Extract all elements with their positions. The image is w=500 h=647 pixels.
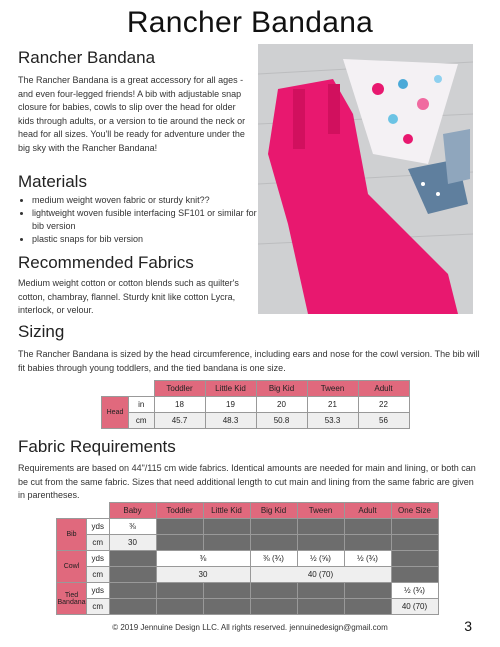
- column-header: Big Kid: [250, 503, 297, 519]
- row-header: Head: [102, 397, 129, 429]
- materials-list: [18, 194, 257, 246]
- fabrics-heading: Recommended Fabrics: [18, 253, 194, 272]
- column-header: Tween: [297, 503, 344, 519]
- column-header: Toddler: [154, 381, 205, 397]
- column-header: Tween: [307, 381, 358, 397]
- materials-item: • plastic snaps for bib version: [32, 233, 257, 246]
- table-cell: ⅜ (¾): [250, 551, 297, 567]
- intro-text: The Rancher Bandana is a great accessory for all ages - and even four-legged friends! A bib with adjustable snap closure for babies, cowls to slip over the head for older kids through adults, or a version to tie around the neck or head for all sizes. You'll be ready for adventure under the big sky with the Rancher Bandana!: [18, 75, 246, 153]
- product-photo-illustration: [258, 44, 473, 314]
- table-row: [102, 381, 410, 397]
- row-header-cowl: Cowl: [57, 551, 87, 583]
- table-cell: 53.3: [307, 413, 358, 429]
- column-header: Little Kid: [203, 503, 250, 519]
- row-header-bib: Bib: [57, 519, 87, 551]
- table-cell: 21: [307, 397, 358, 413]
- unit-cell: yds: [87, 583, 110, 599]
- table-cell: 30: [156, 567, 250, 583]
- column-header: Adult: [358, 381, 409, 397]
- table-row: [57, 599, 439, 615]
- column-header: Little Kid: [205, 381, 256, 397]
- sizing-heading: Sizing: [18, 322, 65, 341]
- table-cell: ⅜: [156, 551, 250, 567]
- sizing-table: [101, 380, 410, 429]
- table-row: [102, 413, 410, 429]
- table-cell: 22: [358, 397, 409, 413]
- unit-cell: cm: [129, 413, 155, 429]
- unit-cell: cm: [87, 599, 110, 615]
- page-title: Rancher Bandana: [126, 6, 374, 39]
- table-cell: 19: [205, 397, 256, 413]
- table-cell: 18: [154, 397, 205, 413]
- table-cell: 56: [358, 413, 409, 429]
- table-row: [57, 519, 439, 535]
- table-cell: 50.8: [256, 413, 307, 429]
- row-header-tied-bandana: Tied Bandana: [57, 583, 87, 615]
- requirements-text: Requirements are based on 44"/115 cm wide fabrics. Identical amounts are needed for main and lining, or both can be cut from the same fabric. Sizes that need additional length to cut main and lining from the same fabric are given in parentheses.: [18, 463, 476, 500]
- table-cell: ½ (⅝): [297, 551, 344, 567]
- materials-item: • medium weight woven fabric or sturdy knit??: [32, 194, 257, 207]
- table-cell: 20: [256, 397, 307, 413]
- product-photo: [258, 44, 473, 314]
- unit-cell: cm: [87, 567, 110, 583]
- column-header: One Size: [391, 503, 438, 519]
- unit-cell: yds: [87, 519, 110, 535]
- requirements-heading: Fabric Requirements: [18, 437, 176, 456]
- table-row: [57, 567, 439, 583]
- table-cell: 40 (70): [391, 599, 438, 615]
- unit-cell: cm: [87, 535, 110, 551]
- table-row: [102, 397, 410, 413]
- unit-cell: yds: [87, 551, 110, 567]
- unit-cell: in: [129, 397, 155, 413]
- column-header: Baby: [109, 503, 156, 519]
- intro-heading: Rancher Bandana: [18, 48, 156, 67]
- materials-heading: Materials: [18, 172, 87, 191]
- table-cell: ½ (¾): [391, 583, 438, 599]
- page-number: 3: [464, 618, 472, 634]
- requirements-table: [56, 502, 439, 615]
- sizing-text: The Rancher Bandana is sized by the head circumference, including ears and nose for the cowl version. The bib will fit babies through young toddlers, and the tied bandana is one size.: [18, 349, 480, 373]
- table-row: [57, 535, 439, 551]
- table-cell: 48.3: [205, 413, 256, 429]
- table-row: [57, 583, 439, 599]
- table-cell: 45.7: [154, 413, 205, 429]
- table-row: [57, 551, 439, 567]
- fabrics-text: Medium weight cotton or cotton blends such as quilter's cotton, chambray, flannel. Sturdy knit like cotton Lycra, interlock, or velour.: [18, 278, 239, 315]
- table-cell: 30: [109, 535, 156, 551]
- column-header: Toddler: [156, 503, 203, 519]
- table-cell: ⅜: [109, 519, 156, 535]
- footer-text: © 2019 Jennuine Design LLC. All rights reserved. jennuinedesign@gmail.com: [112, 623, 388, 632]
- table-row: [57, 503, 439, 519]
- table-cell: 40 (70): [250, 567, 391, 583]
- column-header: Big Kid: [256, 381, 307, 397]
- column-header: Adult: [344, 503, 391, 519]
- table-cell: ½ (¾): [344, 551, 391, 567]
- materials-item: • lightweight woven fusible interfacing SF101 or similar for bib version: [32, 207, 257, 233]
